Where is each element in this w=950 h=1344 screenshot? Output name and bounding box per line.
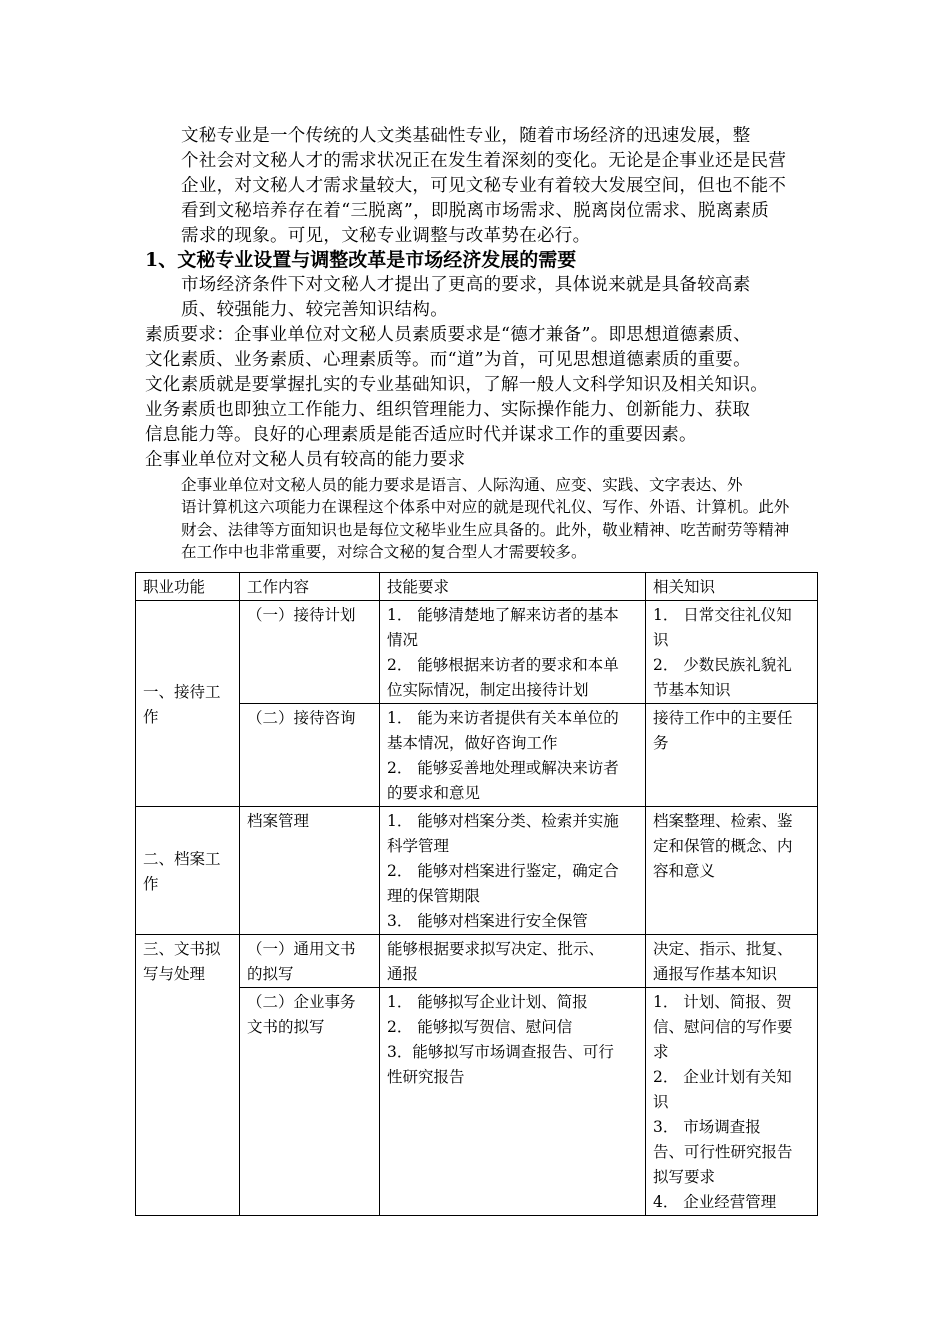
skill-cell xyxy=(380,704,646,807)
text-line: 识 xyxy=(653,631,669,649)
text-line: 1． 能够清楚地了解来访者的基本 xyxy=(387,606,619,624)
text-line: 个社会对文秘人才的需求状况正在发生着深刻的变化。无论是企事业还是民营 xyxy=(181,151,787,171)
text-line: 3． 市场调查报 xyxy=(653,1118,761,1136)
text-line: 市场经济条件下对文秘人才提出了更高的要求，具体说来就是具备较高素 xyxy=(181,275,751,295)
text-line: 2． 能够拟写贺信、慰问信 xyxy=(387,1018,573,1036)
text-line: （一）接待计划 xyxy=(247,606,356,624)
text-line: 通报 xyxy=(387,965,419,983)
quality-paragraph xyxy=(145,323,817,473)
text-line: 能够根据要求拟写决定、批示、 xyxy=(387,940,605,958)
ability-paragraph xyxy=(145,474,817,564)
text-line: 2． 企业计划有关知 xyxy=(653,1068,792,1086)
content-cell xyxy=(240,807,380,935)
text-line: 识 xyxy=(653,1093,669,1111)
text-line: 文书的拟写 xyxy=(247,1018,325,1036)
text-line: 需求的现象。可见，文秘专业调整与改革势在必行。 xyxy=(181,226,591,246)
text-line: 1． 计划、简报、贺 xyxy=(653,993,792,1011)
text-line: 1． 日常交往礼仪知 xyxy=(653,606,792,624)
function-cell xyxy=(136,807,240,935)
text-line: 的要求和意见 xyxy=(387,784,481,802)
text-line: 财会、法律等方面知识也是每位文秘毕业生应具备的。此外，敬业精神、吃苦耐劳等精神 xyxy=(181,520,790,539)
intro-paragraph xyxy=(145,124,817,249)
table-header-row xyxy=(136,573,818,601)
market-paragraph xyxy=(145,273,817,323)
text-line: 节基本知识 xyxy=(653,681,731,699)
text-line: 信、慰问信的写作要 xyxy=(653,1018,793,1036)
text-line: （一）通用文书 xyxy=(247,940,356,958)
content-cell xyxy=(240,704,380,807)
text-line: 科学管理 xyxy=(387,837,450,855)
text-line: 2． 能够根据来访者的要求和本单 xyxy=(387,656,619,674)
text-line: 2． 少数民族礼貌礼 xyxy=(653,656,792,674)
knowledge-cell xyxy=(646,935,818,988)
knowledge-cell xyxy=(646,601,818,704)
text-line: 三、文书拟 xyxy=(143,940,221,958)
text-line: 理的保管期限 xyxy=(387,887,481,905)
text-line: 通报写作基本知识 xyxy=(653,965,778,983)
knowledge-cell xyxy=(646,988,818,1216)
text-line: （二）接待咨询 xyxy=(247,709,356,727)
text-line: 信息能力等。良好的心理素质是能否适应时代并谋求工作的重要因素。 xyxy=(145,425,697,445)
text-line: （二）企业事务 xyxy=(247,993,356,1011)
content-cell xyxy=(240,988,380,1216)
text-line: 告、可行性研究报告 xyxy=(653,1143,793,1161)
text-line: 企业，对文秘人才需求量较大，可见文秘专业有着较大发展空间，但也不能不 xyxy=(181,176,787,196)
skill-cell xyxy=(380,988,646,1216)
function-cell xyxy=(136,601,240,807)
text-line: 性研究报告 xyxy=(387,1068,465,1086)
text-line: 文秘专业是一个传统的人文类基础性专业，随着市场经济的迅速发展，整 xyxy=(181,126,751,146)
function-cell xyxy=(136,935,240,1216)
text-line: 2． 能够对档案进行鉴定，确定合 xyxy=(387,862,619,880)
header-cell: 相关知识 xyxy=(646,573,818,601)
knowledge-cell xyxy=(646,807,818,935)
text-line: 企事业单位对文秘人员有较高的能力要求 xyxy=(145,450,466,470)
skill-cell xyxy=(380,601,646,704)
text-line: 基本情况，做好咨询工作 xyxy=(387,734,558,752)
table-row xyxy=(136,935,818,988)
header-cell: 技能要求 xyxy=(380,573,646,601)
text-line: 容和意义 xyxy=(653,862,716,880)
text-line: 企事业单位对文秘人员的能力要求是语言、人际沟通、应变、实践、文字表达、外 xyxy=(181,476,743,494)
content-cell xyxy=(240,935,380,988)
text-line: 文化素质就是要掌握扎实的专业基础知识，了解一般人文科学知识及相关知识。 xyxy=(145,375,768,395)
text-line: 3．能够拟写市场调查报告、可行 xyxy=(387,1043,614,1061)
text-line: 作 xyxy=(143,707,159,726)
text-line: 看到文秘培养存在着“三脱离”，即脱离市场需求、脱离岗位需求、脱离素质 xyxy=(181,201,770,221)
text-line: 4． 企业经营管理 xyxy=(653,1193,777,1211)
knowledge-cell xyxy=(646,704,818,807)
header-cell: 职业功能 xyxy=(136,573,240,601)
text-line: 文化素质、业务素质、心理素质等。而“道”为首，可见思想道德素质的重要。 xyxy=(145,350,751,370)
section-heading: 1、文秘专业设置与调整改革是市场经济发展的需要 xyxy=(145,249,577,271)
text-line: 务 xyxy=(653,734,669,752)
text-line: 位实际情况，制定出接待计划 xyxy=(387,681,589,699)
table-row xyxy=(136,601,818,704)
text-line: 定和保管的概念、内 xyxy=(653,837,793,855)
text-line: 情况 xyxy=(387,631,419,649)
text-line: 1． 能为来访者提供有关本单位的 xyxy=(387,709,619,727)
text-line: 3． 能够对档案进行安全保管 xyxy=(387,912,588,930)
text-line: 的拟写 xyxy=(247,965,294,983)
skill-cell xyxy=(380,807,646,935)
table-row xyxy=(136,807,818,935)
text-line: 一、接待工 xyxy=(143,682,221,701)
text-line: 素质要求：企事业单位对文秘人员素质要求是“德才兼备”。即思想道德素质、 xyxy=(145,325,751,345)
text-line: 1． 能够对档案分类、检索并实施 xyxy=(387,812,619,830)
text-line: 二、档案工 xyxy=(143,849,221,868)
content-cell xyxy=(240,601,380,704)
text-line: 写与处理 xyxy=(143,965,206,983)
text-line: 拟写要求 xyxy=(653,1168,716,1186)
text-line: 2． 能够妥善地处理或解决来访者 xyxy=(387,759,619,777)
skill-cell xyxy=(380,935,646,988)
text-line: 质、较强能力、较完善知识结构。 xyxy=(181,300,448,320)
text-line: 作 xyxy=(143,874,159,893)
header-cell: 工作内容 xyxy=(240,573,380,601)
text-line: 1． 能够拟写企业计划、简报 xyxy=(387,993,588,1011)
text-line: 在工作中也非常重要，对综合文秘的复合型人才需要较多。 xyxy=(181,543,587,562)
text-line: 档案管理 xyxy=(247,812,310,830)
skills-table xyxy=(135,572,818,1216)
text-line: 档案整理、检索、鉴 xyxy=(653,812,793,830)
text-line: 求 xyxy=(653,1043,669,1061)
text-line: 业务素质也即独立工作能力、组织管理能力、实际操作能力、创新能力、获取 xyxy=(145,400,751,420)
text-line: 接待工作中的主要任 xyxy=(653,709,793,727)
text-line: 决定、指示、批复、 xyxy=(653,940,793,958)
text-line: 语计算机这六项能力在课程这个体系中对应的就是现代礼仪、写作、外语、计算机。此外 xyxy=(181,498,790,517)
